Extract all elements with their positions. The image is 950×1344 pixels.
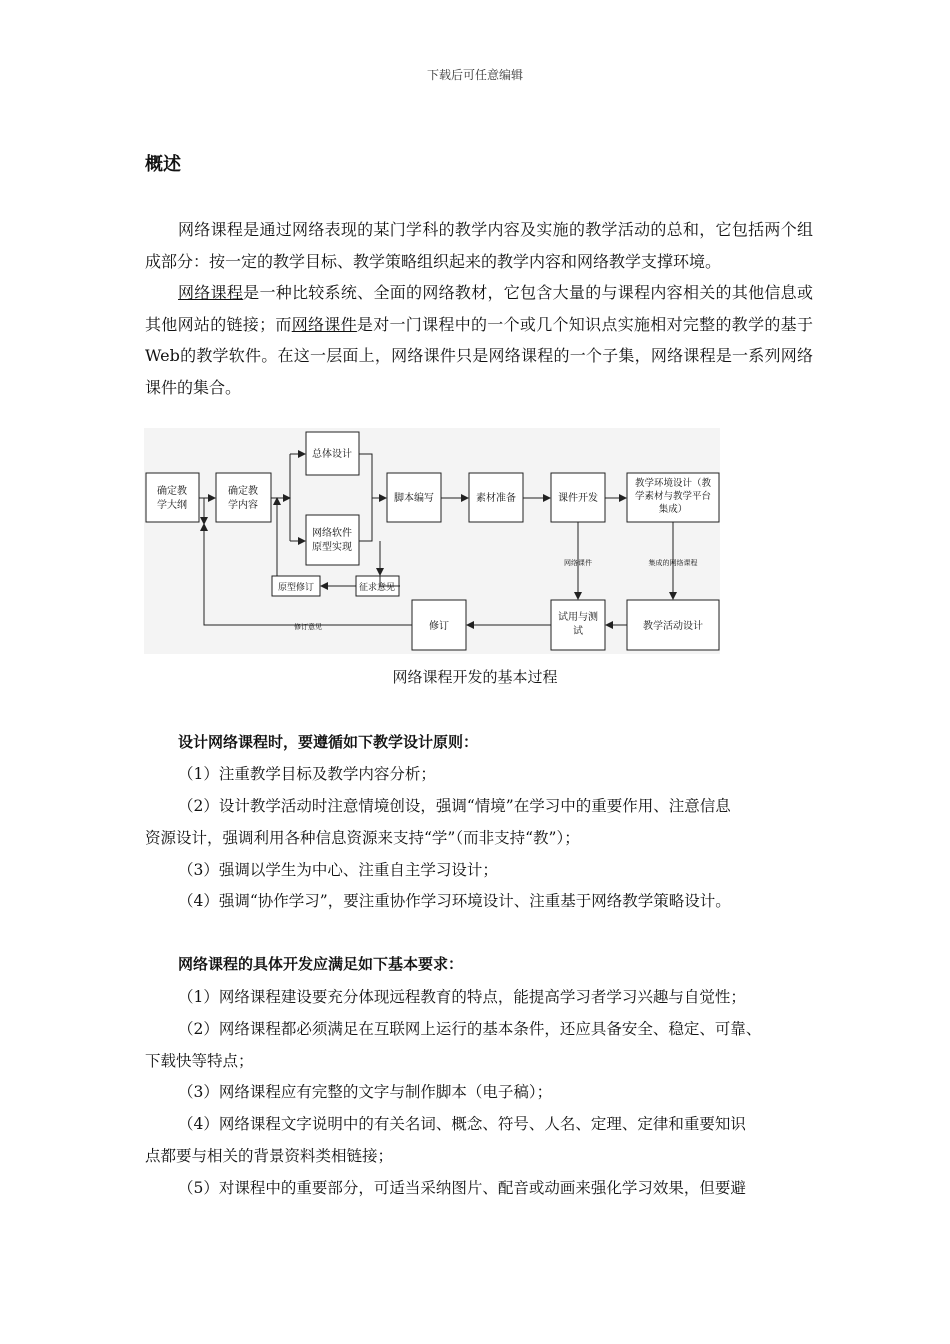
requirement-5a: （5）对课程中的重要部分，可适当采纳图片、配音或动画来强化学习效果，但要避 — [178, 1179, 746, 1197]
section-title: 概述 — [145, 154, 181, 175]
intro-p2-text-b: 是对一门课程中的一个或几个知识点实施相对完整的教学的基于Web的教学软件。在这一层面上，网络课件只是网络课程的一个子集，网络课程是一系列网络课件的集合。 — [145, 314, 813, 397]
edge-label-feedback: 修订意见 — [294, 623, 322, 631]
label-material: 素材准备 — [476, 493, 516, 504]
box-trial — [551, 600, 605, 650]
intro-paragraph-2 — [145, 277, 813, 403]
label-content-2: 学内容 — [228, 500, 258, 511]
intro-p2-text-a: 是一种比较系统、全面的网络教材，它包含大量的与课程内容相关的其他信息或其他网站的链接；而 — [145, 283, 813, 334]
intro-paragraph-1: 网络课程是通过网络表现的某门学科的教学内容及实施的教学活动的总和，它包括两个组成部分：按一定的教学目标、教学策略组织起来的教学内容和网络教学支撑环境。 — [145, 220, 813, 271]
label-activity: 教学活动设计 — [643, 621, 703, 632]
label-prototype-1: 网络软件 — [312, 528, 352, 539]
requirement-1: （1）网络课程建设要充分体现远程教育的特点，能提高学习者学习兴趣与自觉性； — [178, 988, 746, 1006]
principle-4: （4）强调“协作学习”，要注重协作学习环境设计、注重基于网络教学策略设计。 — [178, 892, 731, 910]
label-proto-revise: 原型修订 — [277, 583, 315, 593]
principle-2b: 资源设计，强调利用各种信息资源来支持“学”（而非支持“教”）； — [145, 829, 580, 847]
label-opinion: 征求意见 — [358, 583, 396, 593]
requirement-2a: （2）网络课程都必须满足在互联网上运行的基本条件，还应具备安全、稳定、可靠、 — [178, 1020, 762, 1038]
principle-2a: （2）设计教学活动时注意情境创设，强调“情境”在学习中的重要作用、注意信息 — [178, 797, 731, 815]
label-trial-2: 试 — [573, 626, 583, 637]
process-diagram — [144, 428, 720, 654]
term-network-course: 网络课程 — [178, 283, 244, 302]
box-prototype — [306, 515, 359, 565]
edge-label-integrated: 集成的网络课程 — [648, 559, 698, 567]
principle-1: （1）注重教学目标及教学内容分析； — [178, 765, 436, 783]
requirements-heading: 网络课程的具体开发应满足如下基本要求： — [178, 955, 464, 973]
label-prototype-2: 原型实现 — [312, 542, 352, 553]
label-content-1: 确定教 — [228, 486, 258, 497]
principle-3: （3）强调以学生为中心、注重自主学习设计； — [178, 861, 498, 879]
label-trial-1: 试用与测 — [558, 612, 598, 623]
edge-label-courseware: 网络课件 — [564, 559, 592, 567]
box-content — [216, 473, 271, 522]
term-network-courseware: 网络课件 — [291, 314, 357, 334]
figure-caption: 网络课程开发的基本过程 — [392, 668, 558, 686]
label-dev: 课件开发 — [558, 493, 598, 504]
requirement-2b: 下载快等特点； — [145, 1052, 254, 1070]
requirement-4a: （4）网络课程文字说明中的有关名词、概念、符号、人名、定理、定律和重要知识 — [178, 1115, 746, 1133]
label-revise: 修订 — [429, 621, 449, 632]
box-syllabus — [146, 473, 199, 522]
label-syllabus-2: 学大纲 — [157, 500, 187, 511]
label-env-1: 教学环境设计（教 — [634, 478, 712, 489]
requirement-4b: 点都要与相关的背景资料类相链接； — [145, 1147, 394, 1165]
label-syllabus-1: 确定教 — [157, 486, 187, 497]
requirement-3: （3）网络课程应有完整的文字与制作脚本（电子稿）； — [178, 1083, 553, 1101]
label-script: 脚本编写 — [394, 493, 434, 504]
label-env-3: 集成） — [658, 504, 688, 515]
page-header: 下载后可任意编辑 — [426, 68, 523, 82]
label-env-2: 学素材与教学平台 — [634, 491, 712, 502]
principles-heading: 设计网络课程时，要遵循如下教学设计原则： — [178, 733, 479, 751]
label-overall: 总体设计 — [312, 449, 352, 460]
